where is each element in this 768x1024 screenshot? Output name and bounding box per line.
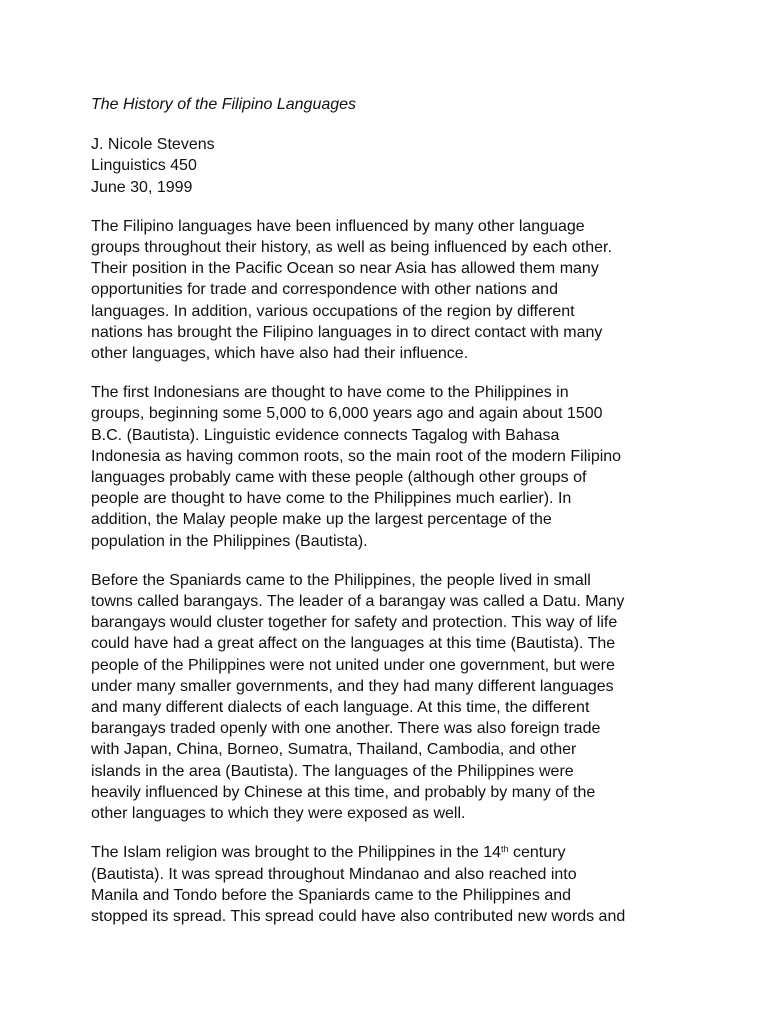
paragraph-line: languages. In addition, various occupations of the region by different bbox=[91, 302, 575, 320]
document-date: June 30, 1999 bbox=[91, 178, 193, 196]
paragraph-line: Manila and Tondo before the Spaniards came to the Philippines and bbox=[91, 886, 572, 904]
document-title: The History of the Filipino Languages bbox=[91, 96, 357, 113]
paragraph-line: population in the Philippines (Bautista). bbox=[91, 532, 368, 550]
paragraph-3 bbox=[91, 570, 691, 824]
paragraph-line: barangays would cluster together for safety and protection. This way of life bbox=[91, 614, 618, 632]
paragraph-line: islands in the area (Bautista). The languages of the Philippines were bbox=[91, 762, 574, 780]
paragraph-line: languages probably came with these people (although other groups of bbox=[91, 469, 587, 487]
paragraph-line: could have had a great affect on the languages at this time (Bautista). The bbox=[91, 635, 616, 653]
paragraph-line: other languages to which they were exposed as well. bbox=[91, 805, 466, 823]
author-name: J. Nicole Stevens bbox=[91, 136, 215, 154]
paragraph-line: Before the Spaniards came to the Philippines, the people lived in small bbox=[91, 571, 591, 589]
paragraph-line: people are thought to have come to the Philippines much earlier). In bbox=[91, 490, 572, 508]
paragraph-line: Indonesia as having common roots, so the main root of the modern Filipino bbox=[91, 447, 622, 465]
ordinal-superscript: th bbox=[501, 844, 509, 855]
paragraph-line: other languages, which have also had their influence. bbox=[91, 345, 469, 363]
document-content bbox=[91, 94, 691, 945]
paragraph-line: nations has brought the Filipino languages in to direct contact with many bbox=[91, 323, 603, 341]
paragraph-line: barangays traded openly with one another. There was also foreign trade bbox=[91, 720, 601, 738]
paragraph-line: under many smaller governments, and they had many different languages bbox=[91, 677, 614, 695]
paragraph-line: stopped its spread. This spread could have also contributed new words and bbox=[91, 907, 626, 925]
paragraph-line-text: century bbox=[508, 844, 566, 862]
paragraph-line: groups, beginning some 5,000 to 6,000 years ago and again about 1500 bbox=[91, 405, 603, 423]
paragraph-line: people of the Philippines were not united under one government, but were bbox=[91, 656, 615, 674]
document-header-block bbox=[91, 134, 691, 198]
paragraph-line-text: The Islam religion was brought to the Philippines in the 14 bbox=[91, 844, 502, 862]
paragraph-line: opportunities for trade and correspondence with other nations and bbox=[91, 281, 558, 299]
course-name: Linguistics 450 bbox=[91, 157, 197, 175]
paragraph-line bbox=[91, 842, 691, 863]
paragraph-line: The first Indonesians are thought to have come to the Philippines in bbox=[91, 384, 569, 402]
paragraph-line: with Japan, China, Borneo, Sumatra, Thailand, Cambodia, and other bbox=[91, 741, 577, 759]
paragraph-line: B.C. (Bautista). Linguistic evidence connects Tagalog with Bahasa bbox=[91, 426, 560, 444]
paragraph-2 bbox=[91, 382, 691, 552]
paragraph-4 bbox=[91, 842, 691, 927]
paragraph-line: Their position in the Pacific Ocean so near Asia has allowed them many bbox=[91, 260, 599, 278]
paragraph-line: towns called barangays. The leader of a barangay was called a Datu. Many bbox=[91, 593, 625, 611]
paragraph-line: The Filipino languages have been influenced by many other language bbox=[91, 217, 585, 235]
paragraph-line: heavily influenced by Chinese at this time, and probably by many of the bbox=[91, 783, 596, 801]
paragraph-line: groups throughout their history, as well as being influenced by each other. bbox=[91, 239, 612, 257]
paragraph-line: (Bautista). It was spread throughout Mindanao and also reached into bbox=[91, 865, 577, 883]
paragraph-1 bbox=[91, 216, 691, 364]
paragraph-line: and many different dialects of each language. At this time, the different bbox=[91, 699, 590, 717]
paragraph-line: addition, the Malay people make up the largest percentage of the bbox=[91, 511, 552, 529]
